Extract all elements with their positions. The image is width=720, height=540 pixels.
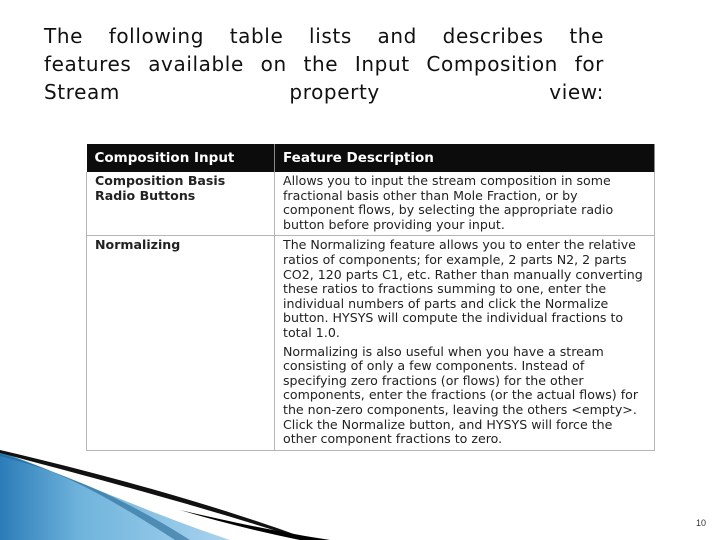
table-row — [87, 172, 655, 236]
header-feature-description: Feature Description — [275, 144, 655, 172]
row-name: Normalizing — [87, 236, 275, 450]
row-description — [275, 172, 655, 236]
page-number: 10 — [695, 518, 706, 528]
features-table — [86, 144, 655, 451]
intro-line-3: Stream property view: — [44, 80, 604, 104]
description-paragraph: Normalizing is also useful when you have a stream consisting of only a few components. Instead of specifying zero fractions (or flows) for the other components, enter the fractions (or the actual flows) for the non-zero components, leaving the others <empty>. Click the Normalize button, and HYSYS will force the other component fractions to zero. — [283, 343, 639, 447]
intro-paragraph — [44, 22, 604, 106]
row-name: Composition Basis Radio Buttons — [87, 172, 275, 236]
header-composition-input: Composition Input — [87, 144, 275, 172]
intro-line-2: features available on the Input Composition for — [44, 52, 604, 76]
intro-line-1: The following table lists and describes the — [44, 24, 604, 48]
description-paragraph: The Normalizing feature allows you to enter the relative ratios of components; for example, 2 parts N2, 2 parts CO2, 120 parts C1, etc. Rather than manually converting these ratios to fractions summing to one, enter the individual numbers of parts and click the Normalize button. HYSYS will compute the individual fractions to total 1.0. — [283, 237, 643, 340]
table-header-row — [87, 144, 655, 172]
row-description — [275, 236, 655, 450]
table-row — [87, 236, 655, 450]
decorative-swoosh — [0, 440, 720, 540]
description-paragraph: Allows you to input the stream composition in some fractional basis other than Mole Fraction, or by component flows, by selecting the appropriate radio button before providing your input. — [283, 173, 614, 232]
